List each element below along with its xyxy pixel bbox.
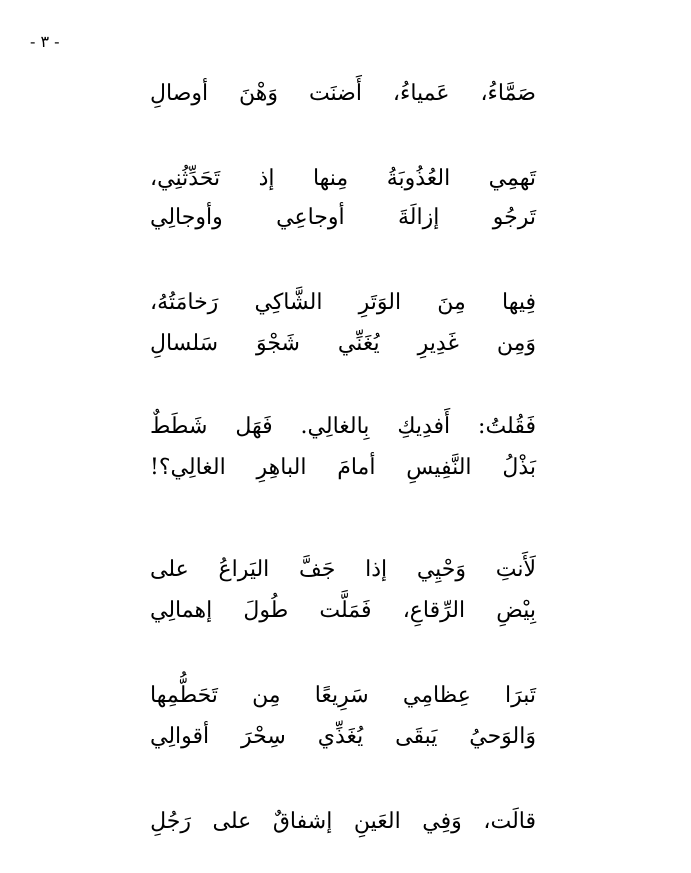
poem-word: على [212, 809, 252, 834]
poem-word: إذا [365, 557, 388, 582]
poem-line [150, 681, 536, 711]
poem-word: رَخامَتُهُ، [150, 290, 219, 315]
poem-word: الرِّقاعِ، [402, 598, 466, 623]
poem-word: تَرجُو [492, 205, 536, 230]
poem-word: العَينِ [353, 809, 401, 834]
poem-word: فِيها [502, 290, 536, 315]
poem-word: طُولَ [243, 598, 289, 623]
poem-word: إزالَةَ [398, 205, 440, 230]
poem-word: وَالوَحيُ [469, 724, 536, 749]
poem-line [150, 807, 536, 837]
poem-word: سَرِيعًا [314, 683, 369, 708]
poem-word: عَمياءُ، [392, 81, 450, 106]
poem-word: أَفدِيكِ [397, 414, 451, 439]
poem-word: وَهْنَ [239, 81, 279, 106]
poem-line [150, 79, 536, 109]
poem-word: وَحْيِي [416, 557, 467, 582]
poem-word: سِحْرَ [241, 724, 286, 749]
poem-word: عِظامِي [402, 683, 471, 708]
poem-word: الباهِرِ [256, 455, 307, 480]
poem-word: غَدِيرِ [417, 331, 459, 356]
poem-word: صَمَّاءُ، [480, 81, 536, 106]
poem-word: فَهَل [235, 414, 273, 439]
poem-word: أقوالِي [150, 724, 210, 749]
poem-word: فَمَلَّت [319, 598, 372, 623]
poem-word: رَجُلِ [150, 809, 191, 834]
poem-line [150, 203, 536, 233]
poem-word: وَفِي [422, 809, 462, 834]
poem-word: أوجاعِي [276, 205, 345, 230]
poem-word: يُغَذِّي [317, 724, 364, 749]
poem-word: على [150, 557, 189, 582]
poem-word: وأوجالِي [150, 205, 223, 230]
poem-word: تَهمِي [488, 166, 536, 191]
poem-word: أوصالِ [150, 81, 209, 106]
poem-word: شَجْوَ [255, 331, 300, 356]
poem-word: جَفَّ [299, 557, 336, 582]
poem-word: مِن [252, 683, 281, 708]
poem-line [150, 453, 536, 483]
poem-line [150, 555, 536, 585]
poem-line [150, 596, 536, 626]
poem-word: الوَتَرِ [358, 290, 402, 315]
poem-word: تَبرَا [504, 683, 536, 708]
poem-word: يُغَنِّي [337, 331, 380, 356]
poem-line [150, 722, 536, 752]
poem-word: شَطَطٌ [150, 414, 208, 439]
poem-word: مِنَ [437, 290, 466, 315]
poem-word: النَّفِيسِ [406, 455, 472, 480]
poem-word: الغالِي؟! [150, 455, 226, 480]
poem-word: لَأَنتِ [495, 557, 536, 582]
poem-word: بِالغالِي. [300, 414, 370, 439]
poem-line [150, 329, 536, 359]
poem-line [150, 412, 536, 442]
poem-word: اليَراعُ [218, 557, 270, 582]
poem-word: سَلسالِ [150, 331, 219, 356]
poem-word: بَذْلُ [502, 455, 536, 480]
poem-word: مِنها [312, 166, 349, 191]
poem-word: أمامَ [337, 455, 376, 480]
poem-line [150, 288, 536, 318]
poem-word: أَضنَت [308, 81, 362, 106]
poem-word: فَقُلتُ: [478, 414, 536, 439]
poem-line [150, 164, 536, 194]
poem-word: يَبقَى [395, 724, 438, 749]
poem-word: الشَّاكِي [254, 290, 323, 315]
poem-word: إهمالِي [150, 598, 213, 623]
poem-word: بِيْضِ [496, 598, 536, 623]
poem-word: قالَت، [483, 809, 536, 834]
poem-word: وَمِن [496, 331, 536, 356]
poem-word: تَحَطُّمِها [150, 683, 218, 708]
poem-word: العُذُوبَةُ [386, 166, 451, 191]
poem-word: تَحَدِّثُنِي، [150, 166, 221, 191]
poem-word: إذ [258, 166, 275, 191]
poem-word: إشفاقٌ [272, 809, 333, 834]
page-number: - ٣ - [30, 32, 60, 51]
